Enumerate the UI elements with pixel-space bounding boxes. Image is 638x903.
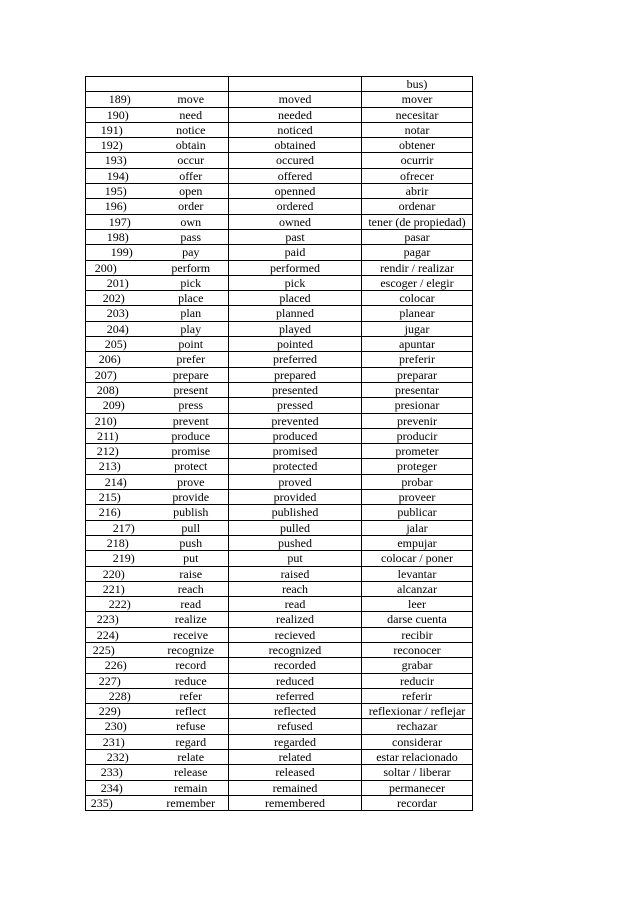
table-row — [86, 566, 473, 581]
verb-base: prepare — [154, 367, 229, 382]
verb-spanish: rechazar — [362, 719, 473, 734]
row-number — [86, 306, 154, 321]
verb-base: occur — [154, 153, 229, 168]
verb-base: play — [154, 321, 229, 336]
table-row — [86, 260, 473, 275]
verb-past: realized — [229, 612, 362, 627]
verb-spanish: recibir — [362, 627, 473, 642]
verb-base: pay — [154, 245, 229, 260]
row-number — [86, 474, 154, 489]
verb-spanish: prometer — [362, 444, 473, 459]
verb-base: relate — [154, 750, 229, 765]
row-number — [86, 765, 154, 780]
verb-spanish: reconocer — [362, 642, 473, 657]
row-number — [86, 520, 154, 535]
verb-base: point — [154, 337, 229, 352]
verb-base: put — [154, 551, 229, 566]
verb-past: raised — [229, 566, 362, 581]
row-number-label: 220) — [102, 566, 125, 581]
verb-base: place — [154, 291, 229, 306]
row-number-label: 226) — [104, 658, 127, 673]
verb-past: pick — [229, 275, 362, 290]
verb-base: realize — [154, 612, 229, 627]
row-number-label: 203) — [106, 306, 129, 321]
verb-past: recorded — [229, 658, 362, 673]
verb-past: prepared — [229, 367, 362, 382]
verb-past: published — [229, 505, 362, 520]
verb-past: produced — [229, 428, 362, 443]
verb-past: planned — [229, 306, 362, 321]
verb-base: pick — [154, 275, 229, 290]
verb-past: offered — [229, 168, 362, 183]
verb-past: pulled — [229, 520, 362, 535]
row-number-label: 199) — [110, 245, 133, 260]
verb-base: prefer — [154, 352, 229, 367]
row-number-label: 208) — [96, 382, 119, 397]
row-number-label: 231) — [102, 734, 125, 749]
table-row — [86, 459, 473, 474]
verb-spanish: empujar — [362, 535, 473, 550]
row-number — [86, 505, 154, 520]
row-number-label: 229) — [98, 704, 121, 719]
row-number — [86, 184, 154, 199]
verb-base: remain — [154, 780, 229, 795]
table-row — [86, 673, 473, 688]
verb-base: prove — [154, 474, 229, 489]
verb-past: pointed — [229, 337, 362, 352]
verb-spanish: preferir — [362, 352, 473, 367]
row-number — [86, 535, 154, 550]
row-number — [86, 321, 154, 336]
table-row — [86, 382, 473, 397]
verb-spanish: colocar / poner — [362, 551, 473, 566]
verb-base: move — [154, 92, 229, 107]
verb-spanish: pasar — [362, 229, 473, 244]
table-row — [86, 642, 473, 657]
verb-past: referred — [229, 688, 362, 703]
verb-base: present — [154, 382, 229, 397]
table-row — [86, 184, 473, 199]
verb-past: ordered — [229, 199, 362, 214]
verb-table — [85, 76, 473, 811]
verb-spanish: presionar — [362, 398, 473, 413]
table-row — [86, 291, 473, 306]
table-row — [86, 474, 473, 489]
verb-spanish: recordar — [362, 795, 473, 810]
verb-base: reflect — [154, 704, 229, 719]
verb-spanish: ofrecer — [362, 168, 473, 183]
verb-base: pull — [154, 520, 229, 535]
verb-spanish: jalar — [362, 520, 473, 535]
verb-spanish: reflexionar / reflejar — [362, 704, 473, 719]
header-cell-number — [86, 77, 154, 92]
row-number — [86, 597, 154, 612]
row-number — [86, 627, 154, 642]
row-number-label: 215) — [98, 490, 121, 505]
row-number — [86, 734, 154, 749]
row-number-label: 227) — [98, 673, 121, 688]
verb-past: remembered — [229, 795, 362, 810]
row-number — [86, 795, 154, 810]
verb-past: past — [229, 229, 362, 244]
verb-base: refuse — [154, 719, 229, 734]
verb-past: recognized — [229, 642, 362, 657]
table-row — [86, 398, 473, 413]
row-number-label: 211) — [96, 428, 119, 443]
row-number — [86, 168, 154, 183]
verb-base: protect — [154, 459, 229, 474]
table-row — [86, 765, 473, 780]
row-number-label: 228) — [108, 688, 131, 703]
row-number — [86, 428, 154, 443]
verb-base: own — [154, 214, 229, 229]
verb-spanish: soltar / liberar — [362, 765, 473, 780]
row-number-label: 207) — [94, 367, 117, 382]
row-number — [86, 138, 154, 153]
verb-past: pushed — [229, 535, 362, 550]
table-row — [86, 551, 473, 566]
verb-spanish: colocar — [362, 291, 473, 306]
verb-spanish: apuntar — [362, 337, 473, 352]
table-row — [86, 199, 473, 214]
row-number — [86, 780, 154, 795]
verb-spanish: jugar — [362, 321, 473, 336]
verb-spanish: producir — [362, 428, 473, 443]
table-row — [86, 122, 473, 137]
verb-spanish: obtener — [362, 138, 473, 153]
verb-past: protected — [229, 459, 362, 474]
row-number — [86, 229, 154, 244]
row-number — [86, 688, 154, 703]
table-row — [86, 107, 473, 122]
row-number — [86, 444, 154, 459]
verb-base: raise — [154, 566, 229, 581]
verb-spanish: prevenir — [362, 413, 473, 428]
verb-past: presented — [229, 382, 362, 397]
verb-spanish: probar — [362, 474, 473, 489]
row-number-label: 233) — [100, 765, 123, 780]
verb-spanish: estar relacionado — [362, 750, 473, 765]
verb-base: need — [154, 107, 229, 122]
row-number-label: 201) — [106, 275, 129, 290]
verb-past: pressed — [229, 398, 362, 413]
row-number — [86, 382, 154, 397]
row-number-label: 223) — [96, 612, 119, 627]
table-row — [86, 229, 473, 244]
verb-spanish: presentar — [362, 382, 473, 397]
row-number-label: 205) — [104, 337, 127, 352]
table-row — [86, 337, 473, 352]
row-number-label: 191) — [100, 122, 123, 137]
verb-base: promise — [154, 444, 229, 459]
verb-past: related — [229, 750, 362, 765]
verb-spanish: tener (de propiedad) — [362, 214, 473, 229]
row-number-label: 193) — [104, 153, 127, 168]
row-number-label: 216) — [98, 505, 121, 520]
row-number — [86, 704, 154, 719]
table-row — [86, 627, 473, 642]
table-row — [86, 719, 473, 734]
row-number-label: 225) — [92, 642, 115, 657]
verb-base: produce — [154, 428, 229, 443]
row-number-label: 194) — [106, 168, 129, 183]
header-cell-spanish: bus) — [362, 77, 473, 92]
row-number — [86, 245, 154, 260]
table-row — [86, 138, 473, 153]
row-number-label: 210) — [94, 413, 117, 428]
row-number — [86, 658, 154, 673]
verb-base: recognize — [154, 642, 229, 657]
table-row — [86, 780, 473, 795]
row-number — [86, 199, 154, 214]
row-number-label: 213) — [98, 459, 121, 474]
verb-base: receive — [154, 627, 229, 642]
verb-spanish: preparar — [362, 367, 473, 382]
table-row — [86, 734, 473, 749]
row-number-label: 189) — [108, 92, 131, 107]
verb-base: pass — [154, 229, 229, 244]
verb-spanish: pagar — [362, 245, 473, 260]
row-number-label: 235) — [90, 795, 113, 810]
row-number — [86, 719, 154, 734]
row-number-label: 197) — [108, 214, 131, 229]
verb-past: placed — [229, 291, 362, 306]
table-row — [86, 153, 473, 168]
verb-base: provide — [154, 490, 229, 505]
table-row — [86, 658, 473, 673]
verb-spanish: permanecer — [362, 780, 473, 795]
verb-base: notice — [154, 122, 229, 137]
verb-base: reduce — [154, 673, 229, 688]
row-number-label: 200) — [94, 260, 117, 275]
verb-past: promised — [229, 444, 362, 459]
table-row — [86, 352, 473, 367]
verb-past: read — [229, 597, 362, 612]
verb-base: open — [154, 184, 229, 199]
verb-base: obtain — [154, 138, 229, 153]
row-number — [86, 367, 154, 382]
verb-past: moved — [229, 92, 362, 107]
verb-spanish: escoger / elegir — [362, 275, 473, 290]
verb-spanish: ocurrir — [362, 153, 473, 168]
row-number-label: 198) — [106, 229, 129, 244]
row-number — [86, 92, 154, 107]
row-number — [86, 107, 154, 122]
verb-spanish: planear — [362, 306, 473, 321]
verb-past: occured — [229, 153, 362, 168]
verb-base: regard — [154, 734, 229, 749]
verb-past: needed — [229, 107, 362, 122]
row-number — [86, 122, 154, 137]
verb-base: remember — [154, 795, 229, 810]
verb-base: perform — [154, 260, 229, 275]
row-number-label: 221) — [102, 581, 125, 596]
verb-past: obtained — [229, 138, 362, 153]
verb-past: regarded — [229, 734, 362, 749]
header-cell-verb — [154, 77, 229, 92]
verb-spanish: necesitar — [362, 107, 473, 122]
verb-spanish: notar — [362, 122, 473, 137]
header-cell-past — [229, 77, 362, 92]
row-number — [86, 459, 154, 474]
verb-past: remained — [229, 780, 362, 795]
verb-spanish: mover — [362, 92, 473, 107]
verb-base: press — [154, 398, 229, 413]
row-number — [86, 566, 154, 581]
verb-spanish: leer — [362, 597, 473, 612]
table-row — [86, 688, 473, 703]
table-row — [86, 444, 473, 459]
verb-spanish: proveer — [362, 490, 473, 505]
table-row — [86, 795, 473, 810]
row-number-label: 212) — [96, 444, 119, 459]
row-number — [86, 490, 154, 505]
row-number-label: 209) — [102, 398, 125, 413]
verb-spanish: abrir — [362, 184, 473, 199]
verb-past: openned — [229, 184, 362, 199]
verb-base: read — [154, 597, 229, 612]
verb-past: owned — [229, 214, 362, 229]
row-number — [86, 581, 154, 596]
verb-base: refer — [154, 688, 229, 703]
table-row — [86, 597, 473, 612]
row-number-label: 218) — [106, 535, 129, 550]
table-row — [86, 245, 473, 260]
row-number-label: 214) — [104, 474, 127, 489]
table-row — [86, 428, 473, 443]
row-number — [86, 214, 154, 229]
verb-past: prevented — [229, 413, 362, 428]
verb-spanish: reducir — [362, 673, 473, 688]
verb-base: reach — [154, 581, 229, 596]
table-row — [86, 367, 473, 382]
table-row — [86, 490, 473, 505]
verb-past: reduced — [229, 673, 362, 688]
row-number-label: 196) — [104, 199, 127, 214]
verb-spanish: darse cuenta — [362, 612, 473, 627]
verb-spanish: ordenar — [362, 199, 473, 214]
verb-spanish: rendir / realizar — [362, 260, 473, 275]
row-number-label: 224) — [96, 627, 119, 642]
verb-spanish: referir — [362, 688, 473, 703]
verb-past: reach — [229, 581, 362, 596]
table-row — [86, 520, 473, 535]
verb-past: paid — [229, 245, 362, 260]
table-row — [86, 581, 473, 596]
table-row — [86, 750, 473, 765]
verb-spanish: alcanzar — [362, 581, 473, 596]
verb-past: released — [229, 765, 362, 780]
verb-past: put — [229, 551, 362, 566]
row-number — [86, 642, 154, 657]
row-number-label: 192) — [100, 138, 123, 153]
verb-spanish: publicar — [362, 505, 473, 520]
verb-past: preferred — [229, 352, 362, 367]
row-number-label: 234) — [100, 780, 123, 795]
table-row — [86, 612, 473, 627]
verb-past: performed — [229, 260, 362, 275]
row-number — [86, 275, 154, 290]
verb-base: order — [154, 199, 229, 214]
verb-past: noticed — [229, 122, 362, 137]
row-number-label: 217) — [112, 520, 135, 535]
table-row — [86, 306, 473, 321]
verb-spanish: levantar — [362, 566, 473, 581]
verb-base: publish — [154, 505, 229, 520]
verb-past: played — [229, 321, 362, 336]
verb-past: refused — [229, 719, 362, 734]
row-number-label: 204) — [106, 321, 129, 336]
verb-base: record — [154, 658, 229, 673]
verb-past: recieved — [229, 627, 362, 642]
table-row — [86, 275, 473, 290]
table-row — [86, 168, 473, 183]
row-number — [86, 153, 154, 168]
row-number-label: 232) — [106, 750, 129, 765]
verb-base: prevent — [154, 413, 229, 428]
table-row — [86, 92, 473, 107]
verb-base: push — [154, 535, 229, 550]
verb-base: offer — [154, 168, 229, 183]
row-number-label: 206) — [98, 352, 121, 367]
verb-spanish: grabar — [362, 658, 473, 673]
verb-past: proved — [229, 474, 362, 489]
table-row — [86, 413, 473, 428]
row-number — [86, 612, 154, 627]
row-number — [86, 673, 154, 688]
row-number-label: 190) — [106, 107, 129, 122]
verb-base: plan — [154, 306, 229, 321]
table-row — [86, 704, 473, 719]
verb-spanish: considerar — [362, 734, 473, 749]
verb-past: provided — [229, 490, 362, 505]
verb-spanish: proteger — [362, 459, 473, 474]
table-row — [86, 321, 473, 336]
table-row — [86, 214, 473, 229]
row-number-label: 230) — [104, 719, 127, 734]
row-number-label: 219) — [112, 551, 135, 566]
row-number — [86, 551, 154, 566]
row-number — [86, 337, 154, 352]
row-number — [86, 413, 154, 428]
row-number-label: 202) — [102, 291, 125, 306]
verb-base: release — [154, 765, 229, 780]
row-number — [86, 260, 154, 275]
table-row — [86, 535, 473, 550]
row-number-label: 222) — [108, 597, 131, 612]
row-number — [86, 750, 154, 765]
row-number — [86, 398, 154, 413]
verb-past: reflected — [229, 704, 362, 719]
table-row — [86, 505, 473, 520]
table-row-header — [86, 77, 473, 92]
row-number — [86, 352, 154, 367]
row-number-label: 195) — [104, 184, 127, 199]
row-number — [86, 291, 154, 306]
